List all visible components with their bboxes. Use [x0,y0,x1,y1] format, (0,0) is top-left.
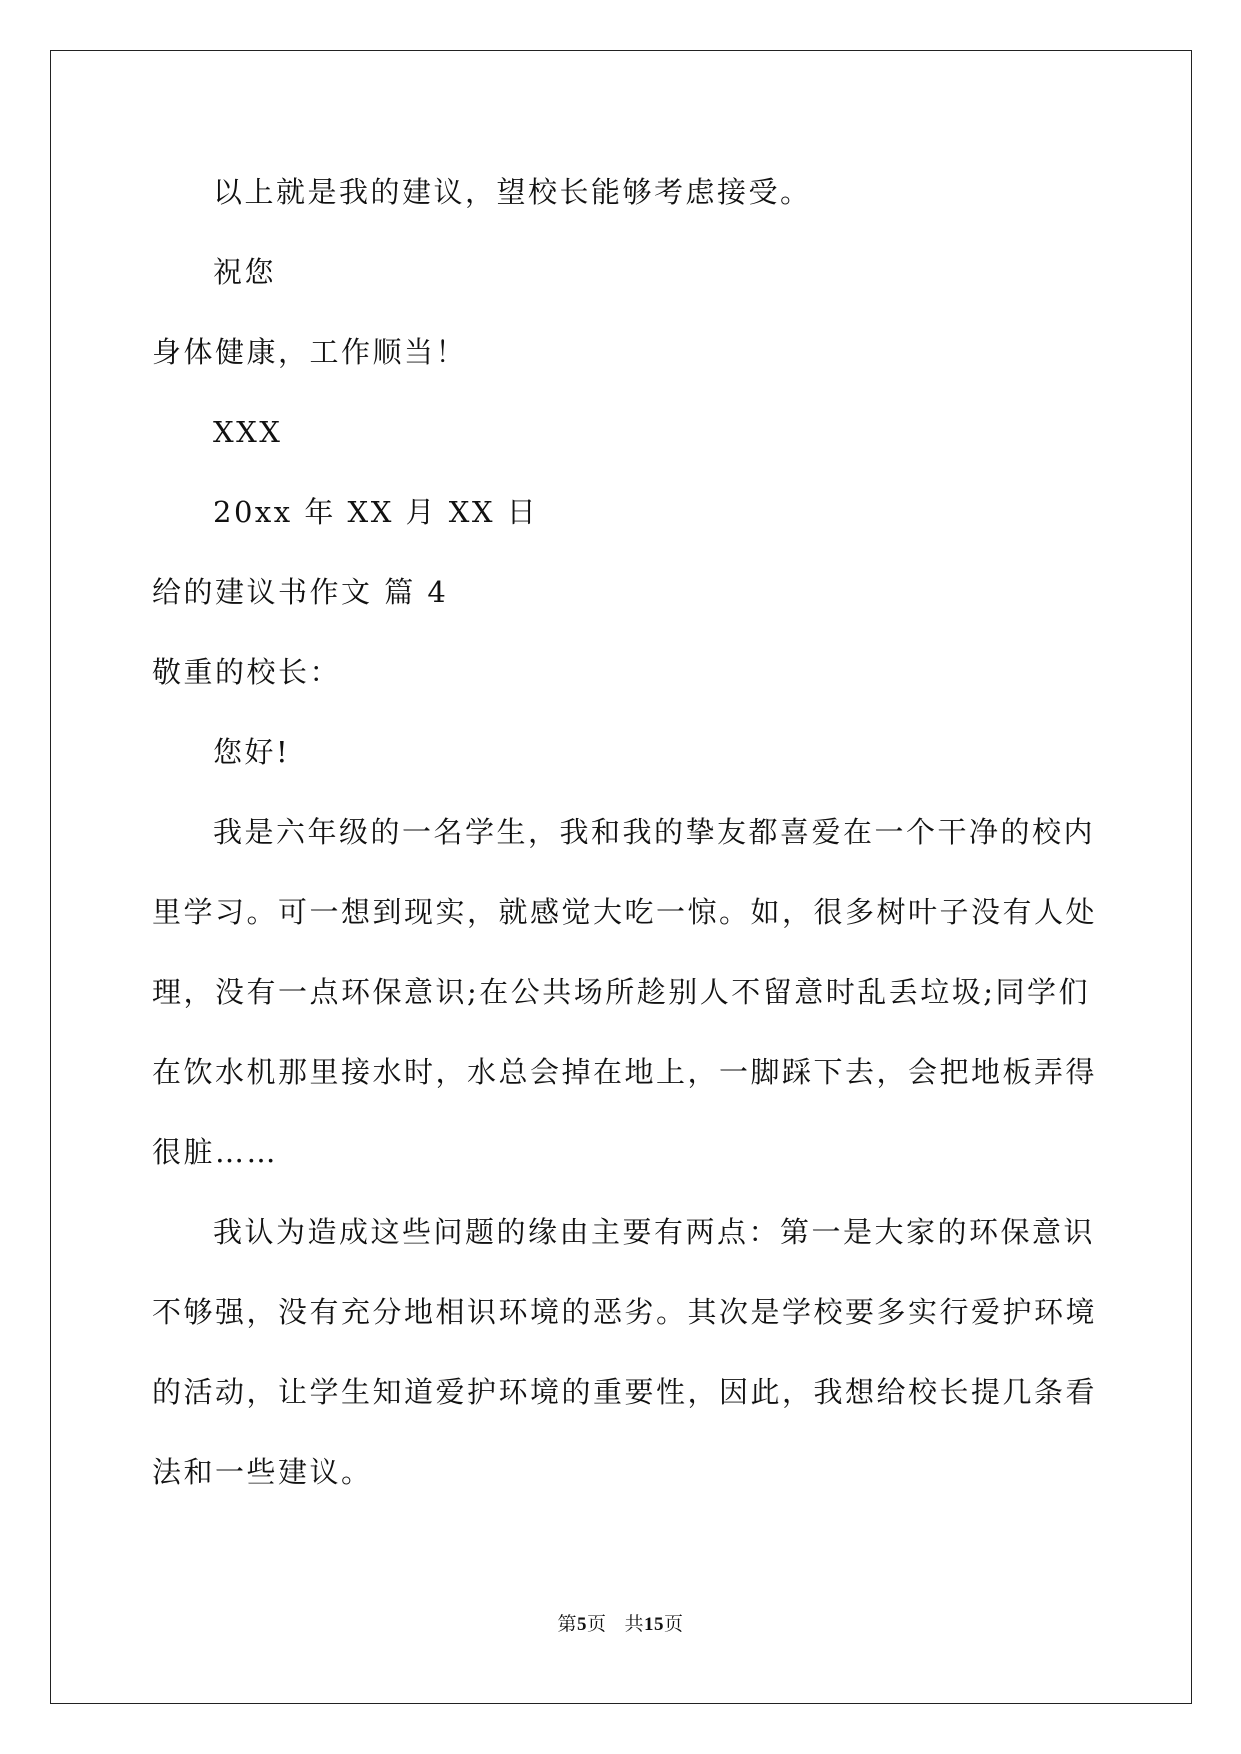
body-paragraph-1-line-3: 理，没有一点环保意识;在公共场所趁别人不留意时乱丢垃圾;同学们 [152,975,1091,1009]
body-paragraph-2-line-3: 的活动，让学生知道爱护环境的重要性，因此，我想给校长提几条看 [152,1375,1098,1409]
total-pages-prefix: 共 [624,1613,645,1635]
body-paragraph-1-line-2: 里学习。可一想到现实，就感觉大吃一惊。如，很多树叶子没有人处 [152,895,1098,929]
page-number-prefix: 第 [557,1613,577,1635]
page-number-suffix: 页 [586,1613,607,1635]
closing-paragraph: 以上就是我的建议，望校长能够考虑接受。 [213,175,812,209]
letter-hello: 您好! [213,735,291,769]
signature-name: XXX [213,415,283,449]
page-footer [0,1612,1241,1637]
body-paragraph-1-line-1: 我是六年级的一名学生，我和我的挚友都喜爱在一个干净的校内 [213,815,1096,849]
body-paragraph-1-line-4: 在饮水机那里接水时，水总会掉在地上，一脚踩下去，会把地板弄得 [152,1055,1098,1089]
section-heading: 给的建议书作文 篇 4 [152,575,449,609]
salutation-wish: 祝您 [213,255,277,289]
total-pages: 15 [644,1614,665,1635]
body-paragraph-2-line-1: 我认为造成这些问题的缘由主要有两点：第一是大家的环保意识 [213,1215,1096,1249]
salutation-blessing: 身体健康，工作顺当！ [152,335,468,369]
body-paragraph-2-line-4: 法和一些建议。 [152,1455,373,1489]
letter-greeting: 敬重的校长： [152,655,342,689]
body-paragraph-2-line-2: 不够强，没有充分地相识环境的恶劣。其次是学校要多实行爱护环境 [152,1295,1098,1329]
total-pages-suffix: 页 [664,1613,684,1635]
page-number: 5 [576,1614,587,1635]
body-paragraph-1-line-5: 很脏…… [152,1135,279,1169]
signature-date: 20xx 年 XX 月 XX 日 [213,495,539,529]
